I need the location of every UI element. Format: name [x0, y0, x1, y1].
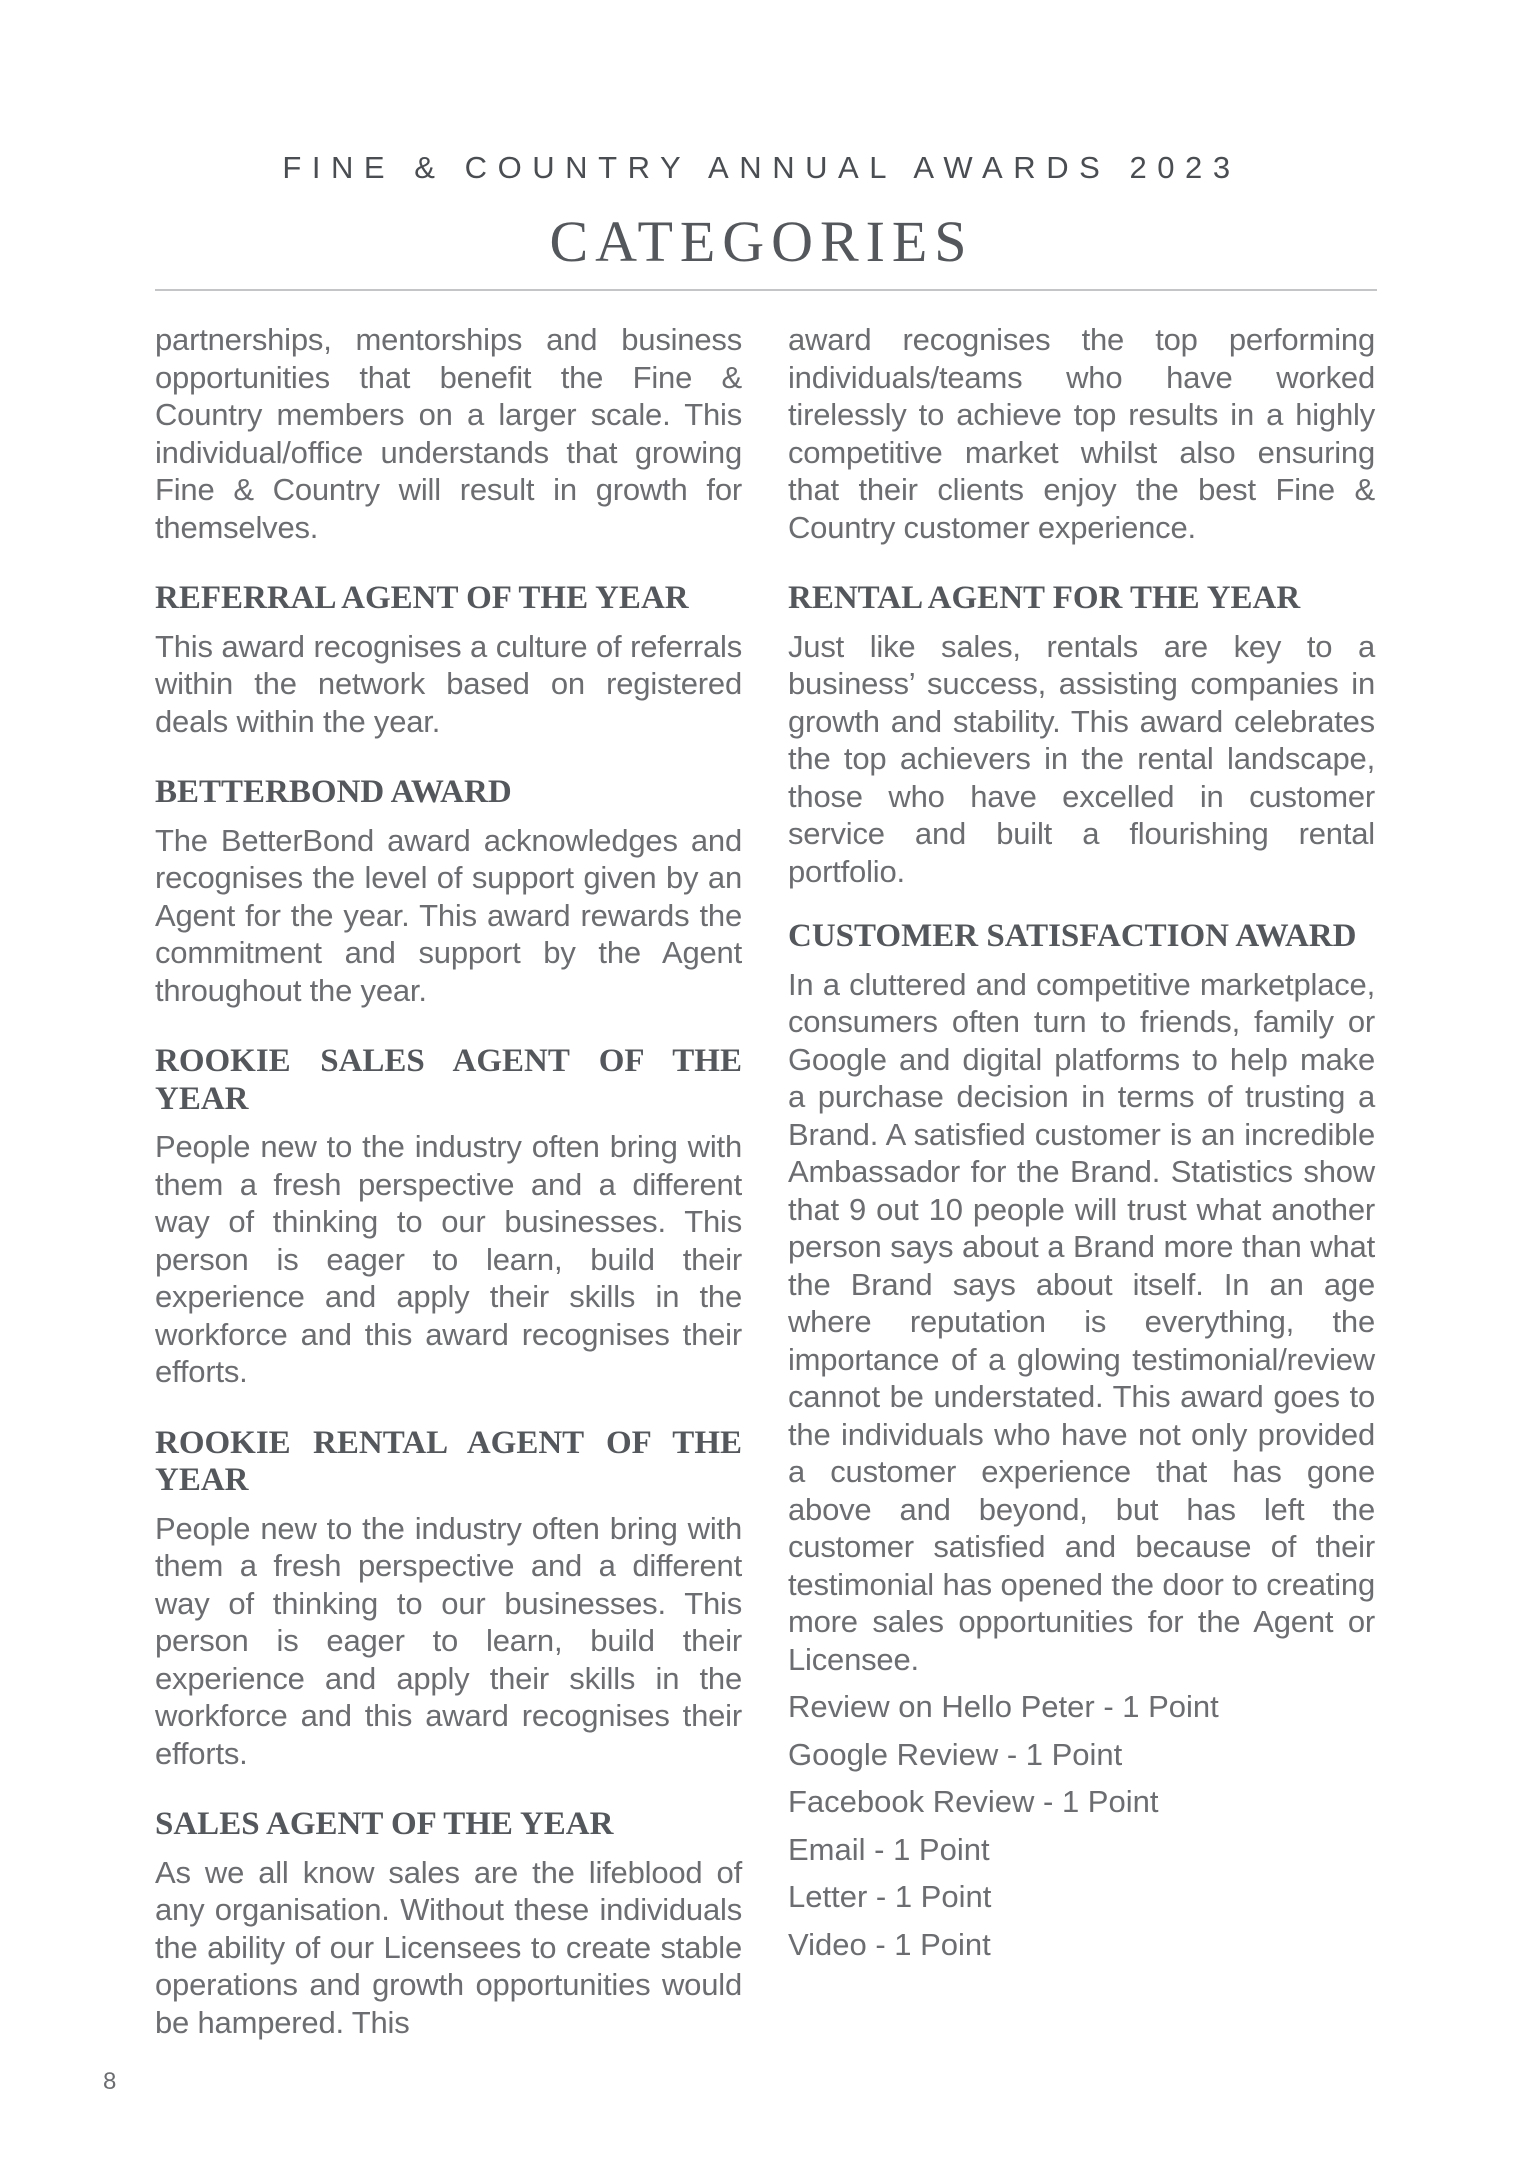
- title-divider: [155, 289, 1377, 291]
- section-heading-rookie-sales: ROOKIE SALES AGENT OF THE YEAR: [155, 1043, 742, 1117]
- section-heading-betterbond: BETTERBOND AWARD: [155, 774, 512, 810]
- left-intro-paragraph: partnerships, mentorships and business opportunities that benefit the Fine & Country members on a larger scale. This individual/office understands that growing Fine & Country will result in growth for themselves.: [155, 322, 742, 545]
- page-kicker: FINE & COUNTRY ANNUAL AWARDS 2023: [282, 150, 1241, 185]
- section-heading-customer-satisfaction: CUSTOMER SATISFACTION AWARD: [788, 918, 1357, 954]
- points-item: Google Review - 1 Point: [788, 1736, 1123, 1772]
- section-body-customer-satisfaction: In a cluttered and competitive marketplace, consumers often turn to friends, family or Google and digital platforms to help make a purchase decision in terms of trusting a Brand. A satisfied customer is an incredible Ambassador for the Brand. Statistics show that 9 out 10 people will trust what another person says about a Brand more than what the Brand says about itself. In an age where reputation is everything, the importance of a glowing testimonial/review cannot be understated. This award goes to the individuals who have not only provided a customer experience that has gone above and beyond, but has left the customer satisfied and because of their testimonial has opened the door to creating more sales opportunities for the Agent or Licensee.: [788, 966, 1375, 1677]
- points-item: Facebook Review - 1 Point: [788, 1784, 1159, 1819]
- page-number: 8: [103, 2068, 117, 2095]
- section-heading-sales-agent: SALES AGENT OF THE YEAR: [155, 1806, 614, 1842]
- right-intro-paragraph: award recognises the top performing individuals/teams who have worked tirelessly to achieve top results in a highly competitive market whilst also ensuring that their clients enjoy the best Fine & Country customer experience.: [788, 322, 1375, 545]
- points-item: Letter - 1 Point: [788, 1879, 992, 1914]
- section-body-rookie-sales: People new to the industry often bring with them a fresh perspective and a different way of thinking to our businesses. This person is eager to learn, build their experience and apply their skills in the workforce and this award recognises their efforts.: [155, 1129, 742, 1389]
- section-heading-rookie-rental: ROOKIE RENTAL AGENT OF THE YEAR: [155, 1424, 742, 1498]
- section-body-rental-agent: Just like sales, rentals are key to a business’ success, assisting companies in growth and stability. This award celebrates the top achievers in the rental landscape, those who have excelled in customer service and built a flourishing rental portfolio.: [788, 628, 1375, 889]
- points-list: [788, 1688, 1375, 1963]
- section-heading-rental-agent: RENTAL AGENT FOR THE YEAR: [788, 580, 1301, 616]
- section-body-sales-agent: As we all know sales are the lifeblood of any organisation. Without these individuals the ability of our Licensees to create stable operations and growth opportunities would be hampered. This: [155, 1854, 742, 2040]
- left-column: [155, 321, 742, 2041]
- page-title: CATEGORIES: [549, 209, 974, 274]
- section-body-rookie-rental: People new to the industry often bring with them a fresh perspective and a different way of thinking to our businesses. This person is eager to learn, build their experience and apply their skills in the workforce and this award recognises their efforts.: [155, 1510, 742, 1771]
- points-item: Review on Hello Peter - 1 Point: [788, 1689, 1219, 1724]
- right-column: [788, 321, 1375, 1963]
- section-body-betterbond: The BetterBond award acknowledges and recognises the level of support given by an Agent for the year. This award rewards the commitment and support by the Agent throughout the year.: [155, 822, 742, 1008]
- section-body-referral: This award recognises a culture of referrals within the network based on registered deals within the year.: [155, 628, 742, 739]
- points-item: Email - 1 Point: [788, 1831, 990, 1867]
- section-heading-referral: REFERRAL AGENT OF THE YEAR: [155, 580, 689, 616]
- points-item: Video - 1 Point: [788, 1926, 991, 1962]
